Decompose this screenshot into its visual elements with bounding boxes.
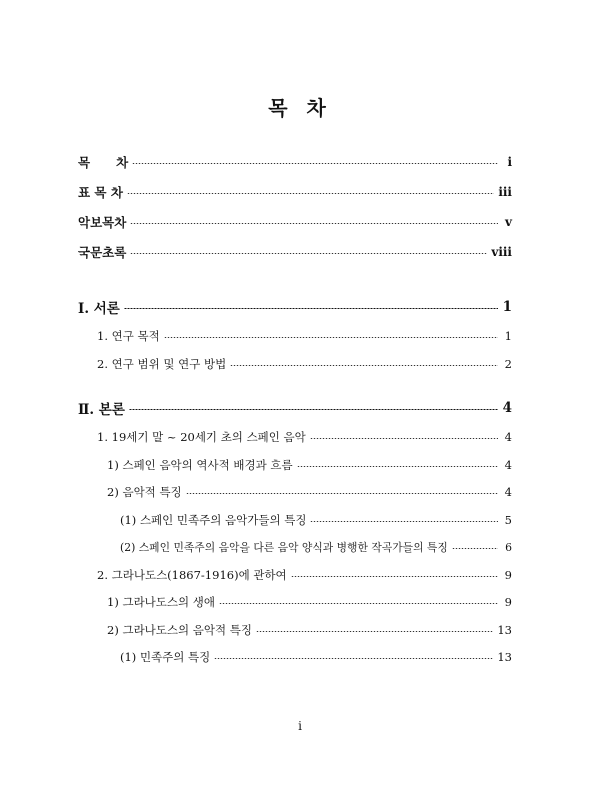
- toc-entry-label: (1) 스페인 민족주의 음악가들의 특징: [120, 513, 307, 527]
- toc-entry-label: (1) 민족주의 특징: [120, 650, 211, 664]
- toc-entry-page: 4: [504, 430, 512, 444]
- toc-entry-label: 국문초록: [78, 245, 127, 260]
- toc-entry-label: 악보목차: [78, 215, 127, 230]
- toc-entry[interactable]: [107, 482, 512, 502]
- toc-entry-page: 9: [504, 595, 512, 609]
- toc-entry-label: 2. 연구 범위 및 연구 방법: [97, 357, 227, 371]
- toc-entry-label: (2) 스페인 민족주의 음악을 다른 음악 양식과 병행한 작곡가들의 특징: [120, 540, 448, 554]
- dot-leader: [129, 409, 498, 410]
- toc-entry-page: 4: [504, 458, 512, 472]
- toc-entry[interactable]: [97, 427, 512, 447]
- toc-chapter-label: Ⅱ. 본론: [78, 402, 125, 418]
- toc-entry-page: viii: [491, 245, 512, 259]
- dot-leader: [256, 631, 493, 632]
- dot-leader: [297, 466, 498, 467]
- toc-entry-page: 5: [504, 513, 512, 527]
- toc-entry-page: i: [507, 155, 512, 169]
- toc-entry-page: 6: [505, 540, 512, 554]
- dot-leader: [186, 493, 498, 494]
- toc-entry-abstract[interactable]: [78, 242, 512, 262]
- dot-leader: [164, 337, 498, 338]
- toc-chapter-label: Ⅰ. 서론: [78, 301, 120, 317]
- dot-leader: [230, 365, 498, 366]
- toc-entry[interactable]: [97, 565, 512, 585]
- toc-entry-scores[interactable]: [78, 212, 512, 232]
- toc-entry[interactable]: [97, 354, 512, 374]
- toc-entry-label: 2) 음악적 특징: [107, 485, 182, 499]
- dot-leader: [214, 658, 493, 659]
- dot-leader: [291, 576, 498, 577]
- toc-entry-page: 4: [504, 485, 512, 499]
- toc-entry-page: 1: [504, 329, 512, 343]
- toc-entry-page: iii: [498, 185, 512, 199]
- footer-page-number: i: [298, 719, 302, 733]
- toc-chapter-2[interactable]: [78, 398, 512, 418]
- dot-leader: [127, 193, 494, 194]
- toc-entry-page: v: [505, 215, 512, 229]
- toc-chapter-page: 4: [502, 400, 512, 416]
- toc-entry-label: 1) 스페인 음악의 역사적 배경과 흐름: [107, 458, 293, 472]
- toc-entry[interactable]: [120, 510, 512, 530]
- toc-entry[interactable]: [120, 537, 512, 557]
- toc-entry-page: 9: [504, 568, 512, 582]
- toc-entry-label: 2. 그라나도스(1867-1916)에 관하여: [97, 568, 287, 582]
- toc-entry-page: 2: [504, 357, 512, 371]
- dot-leader: [132, 163, 498, 164]
- toc-entry-tables[interactable]: [78, 182, 512, 202]
- toc-chapter-1[interactable]: [78, 297, 512, 317]
- toc-entry-label: 1. 연구 목적: [97, 329, 160, 343]
- dot-leader: [130, 253, 487, 254]
- toc-entry-label: 1. 19세기 말 ~ 20세기 초의 스페인 음악: [97, 430, 306, 444]
- toc-entry-label: 목 차: [78, 155, 129, 170]
- toc-chapter-page: 1: [502, 299, 512, 315]
- dot-leader: [310, 521, 498, 522]
- toc-entry-label: 2) 그라나도스의 음악적 특징: [107, 623, 252, 637]
- toc-entry[interactable]: [97, 326, 512, 346]
- toc-entry[interactable]: [107, 620, 512, 640]
- dot-leader: [219, 603, 498, 604]
- toc-entry-label: 1) 그라나도스의 생애: [107, 595, 215, 609]
- toc-entry-label: 표 목 차: [78, 185, 123, 200]
- toc-entry[interactable]: [107, 592, 512, 612]
- dot-leader: [130, 223, 498, 224]
- dot-leader: [452, 548, 498, 549]
- toc-entry-contents[interactable]: [78, 152, 512, 172]
- toc-entry-page: 13: [497, 623, 512, 637]
- toc-entry-page: 13: [497, 650, 512, 664]
- dot-leader: [124, 308, 498, 309]
- dot-leader: [310, 438, 498, 439]
- toc-entry[interactable]: [107, 455, 512, 475]
- toc-entry[interactable]: [120, 647, 512, 667]
- page-title: 목 차: [268, 96, 332, 120]
